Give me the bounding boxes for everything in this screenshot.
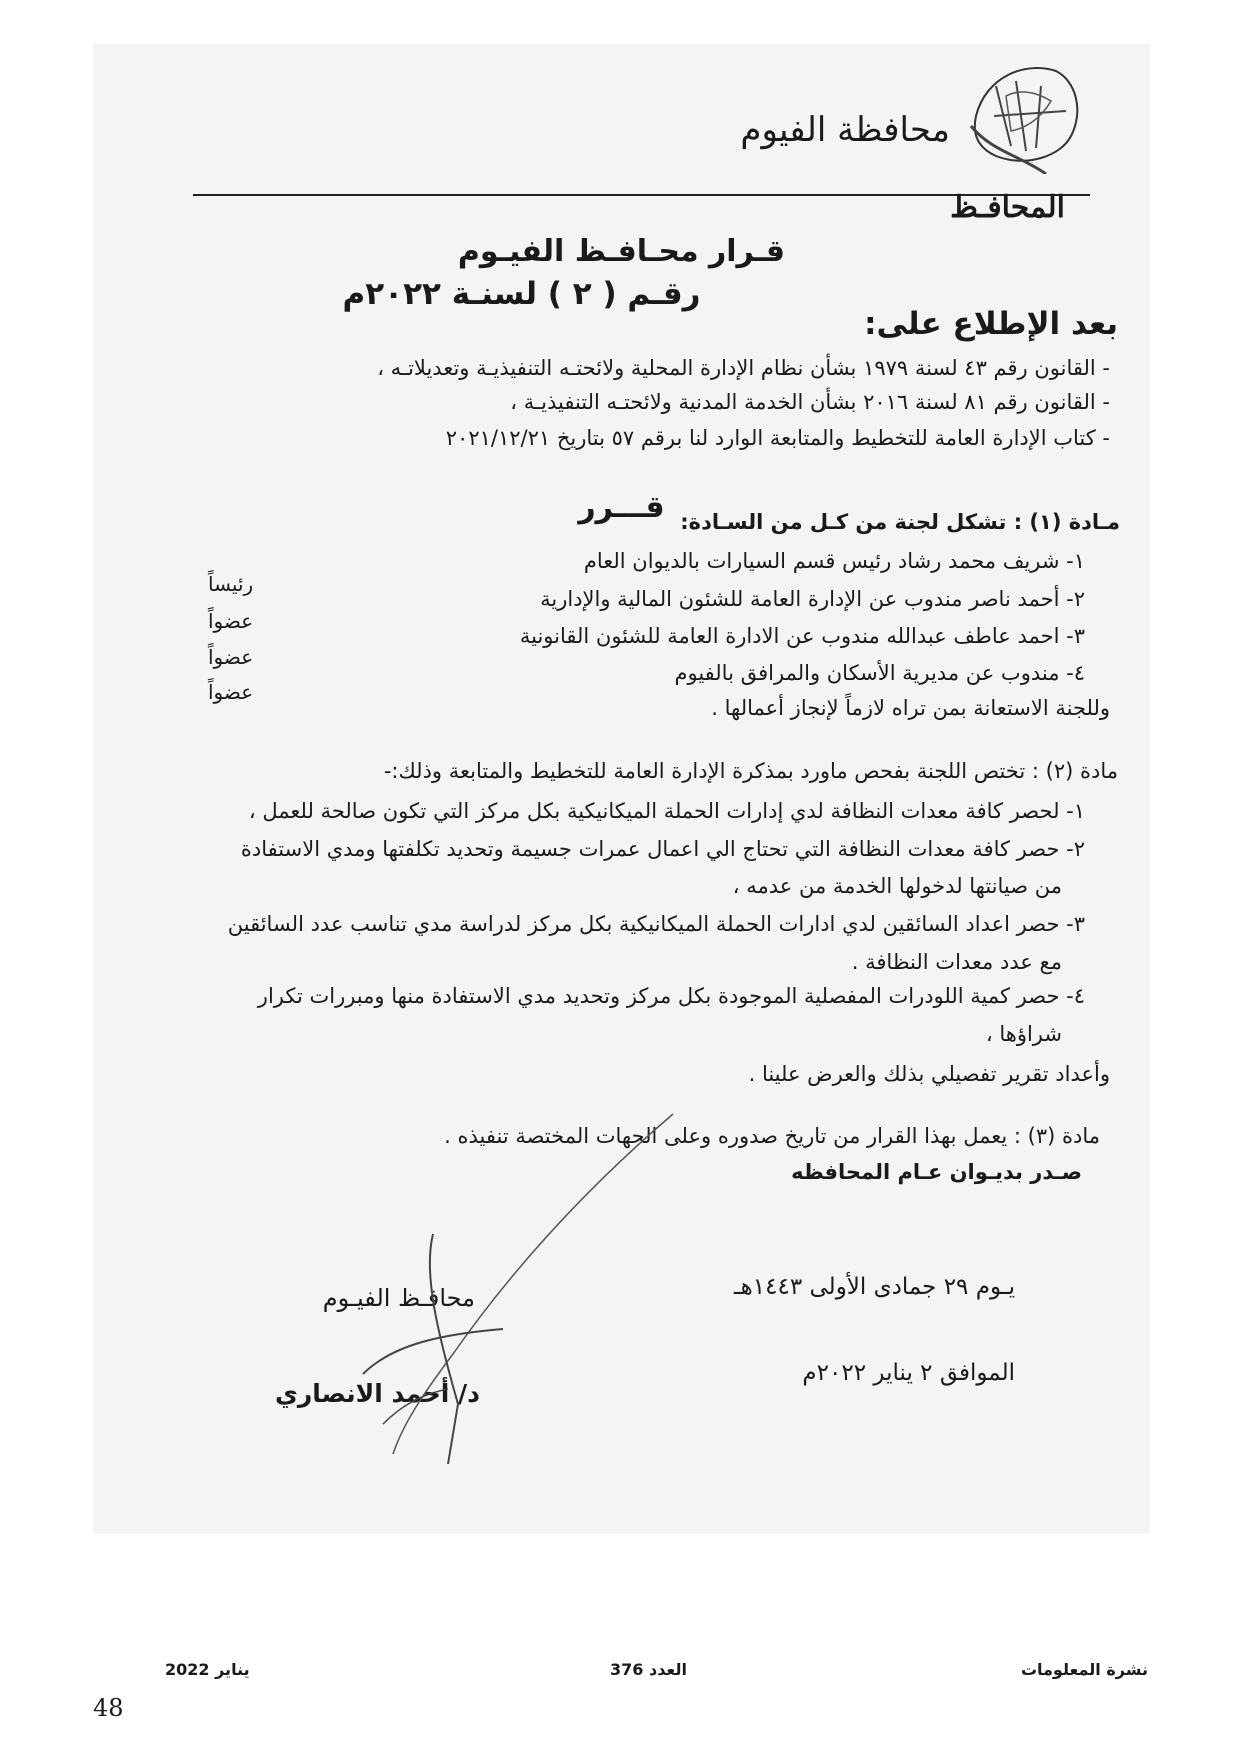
gregorian-date: الموافق ٢ يناير ٢٠٢٢م bbox=[802, 1360, 1015, 1386]
article-3-text: مادة (٣) : يعمل بهذا القرار من تاريخ صدوره وعلى الجهات المختصة تنفيذه . bbox=[444, 1124, 1100, 1148]
member-line: ٢- أحمد ناصر مندوب عن الإدارة العامة للشئون المالية والإدارية bbox=[540, 587, 1085, 611]
issue-date: يناير 2022 bbox=[165, 1660, 250, 1679]
decree-number: رقـم ( ٢ ) لسنـة ٢٠٢٢م bbox=[342, 276, 701, 312]
issue-number: العدد 376 bbox=[610, 1660, 687, 1679]
member-role: عضواً bbox=[208, 645, 254, 669]
decree-title: قـرار محـافـظ الفيـوم bbox=[457, 234, 786, 269]
signatory-title: محافـظ الفيـوم bbox=[322, 1284, 475, 1312]
signatory-name: د/ أحمد الانصاري bbox=[274, 1379, 480, 1408]
preamble-item: - القانون رقم ٤٣ لسنة ١٩٧٩ بشأن نظام الإدارة المحلية ولائحتـه التنفيذيـة وتعديلاتـه ، bbox=[377, 356, 1110, 380]
article-2-line: شراؤها ، bbox=[985, 1022, 1062, 1046]
member-role: عضواً bbox=[208, 680, 254, 704]
governorate-emblem-logo bbox=[966, 56, 1086, 174]
member-line: ٣- احمد عاطف عبدالله مندوب عن الادارة العامة للشئون القانونية bbox=[519, 624, 1085, 648]
scanned-decree-page bbox=[93, 44, 1150, 1534]
article-2-line: ١- لحصر كافة معدات النظافة لدي إدارات الحملة الميكانيكية بكل مركز التي تكون صالحة للعمل ، bbox=[248, 799, 1085, 823]
member-line: ١- شريف محمد رشاد رئيس قسم السيارات بالديوان العام bbox=[583, 549, 1085, 573]
article-2-line: ٤- حصر كمية اللودرات المفصلية الموجودة بكل مركز وتحديد مدي الاستفادة منها ومبررات تكرار bbox=[257, 984, 1085, 1008]
issued-at: صـدر بديـوان عـام المحافظه bbox=[791, 1160, 1082, 1184]
article-1-heading: مـادة (١) : تشكل لجنة من كـل من السـادة: bbox=[680, 510, 1120, 534]
preamble-item: - كتاب الإدارة العامة للتخطيط والمتابعة الوارد لنا برقم ٥٧ بتاريخ ٢٠٢١/١٢/٢١ bbox=[445, 426, 1110, 450]
decides-heading: قـــرر bbox=[578, 490, 665, 525]
article-1-note: وللجنة الاستعانة بمن تراه لازماً لإنجاز أعمالها . bbox=[711, 696, 1110, 720]
article-2-line: ٣- حصر اعداد السائقين لدي ادارات الحملة الميكانيكية بكل مركز لدراسة مدي تناسب عدد السائقين bbox=[227, 912, 1085, 936]
preamble-item: - القانون رقم ٨١ لسنة ٢٠١٦ بشأن الخدمة المدنية ولائحتـه التنفيذيـة ، bbox=[510, 390, 1110, 414]
article-2-line: مع عدد معدات النظافة . bbox=[851, 950, 1062, 974]
member-role: عضواً bbox=[208, 609, 254, 633]
governor-title: المحافـظ bbox=[950, 190, 1065, 225]
preamble-heading: بعد الإطلاع على: bbox=[864, 306, 1118, 342]
article-2-line: ٢- حصر كافة معدات النظافة التي تحتاج الي اعمال عمرات جسيمة وتحديد تكلفتها ومدي الاستفادة bbox=[240, 837, 1085, 861]
article-2-line: من صيانتها لدخولها الخدمة من عدمه ، bbox=[732, 874, 1062, 898]
governorate-name: محافظة الفيوم bbox=[740, 110, 950, 150]
publication-name: نشرة المعلومات bbox=[1020, 1660, 1148, 1679]
article-2-heading: مادة (٢) : تختص اللجنة بفحص ماورد بمذكرة الإدارة العامة للتخطيط والمتابعة وذلك:- bbox=[383, 759, 1118, 783]
hijri-date: يـوم ٢٩ جمادى الأولى ١٤٤٣هـ bbox=[733, 1274, 1015, 1300]
handwritten-signature bbox=[273, 1104, 873, 1484]
member-role: رئيساً bbox=[208, 572, 254, 596]
member-line: ٤- مندوب عن مديرية الأسكان والمرافق بالفيوم bbox=[674, 661, 1085, 685]
article-2-closing: وأعداد تقرير تفصيلي بذلك والعرض علينا . bbox=[748, 1062, 1110, 1086]
page-number: 48 bbox=[93, 1694, 124, 1722]
